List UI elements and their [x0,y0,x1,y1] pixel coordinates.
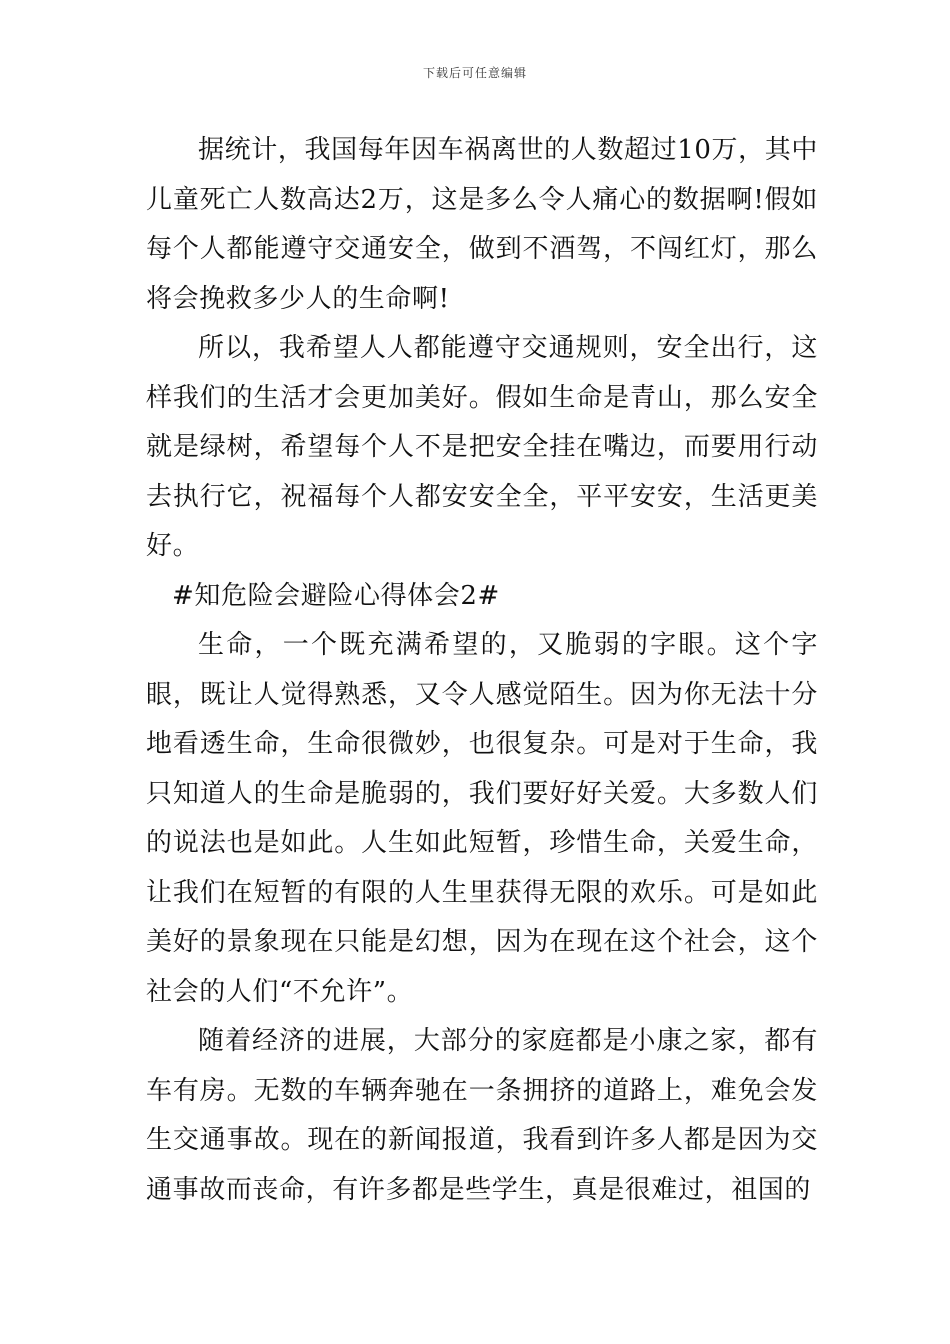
paragraph-statistics: 据统计，我国每年因车祸离世的人数超过10万，其中儿童死亡人数高达2万，这是多么令人痛心的数据啊!假如每个人都能遵守交通安全，做到不酒驾，不闯红灯，那么将会挽救多少人的生命啊! [146,135,818,314]
page-header: 下载后可任意编辑 [422,66,527,80]
paragraph-economy: 随着经济的进展，大部分的家庭都是小康之家，都有车有房。无数的车辆奔驰在一条拥挤的道路上，难免会发生交通事故。现在的新闻报道，我看到许多人都是因为交通事故而丧命，有许多都是些学生，真是很难过，祖国的 [146,1026,818,1205]
document-body [146,126,818,1215]
paragraph-hope: 所以，我希望人人都能遵守交通规则，安全出行，这样我们的生活才会更加美好。假如生命是青山，那么安全就是绿树，希望每个人不是把安全挂在嘴边，而要用行动去执行它，祝福每个人都安安全全，平平安安，生活更美好。 [146,333,818,561]
section-heading: #知危险会避险心得体会2# [172,580,500,611]
paragraph-life: 生命，一个既充满希望的，又脆弱的字眼。这个字眼，既让人觉得熟悉，又令人感觉陌生。因为你无法十分地看透生命，生命很微妙，也很复杂。可是对于生命，我只知道人的生命是脆弱的，我们要好好关爱。大多数人们的说法也是如此。人生如此短暂，珍惜生命，关爱生命，让我们在短暂的有限的人生里获得无限的欢乐。可是如此美好的景象现在只能是幻想，因为在现在这个社会，这个社会的人们“不允许”。 [146,630,818,1007]
